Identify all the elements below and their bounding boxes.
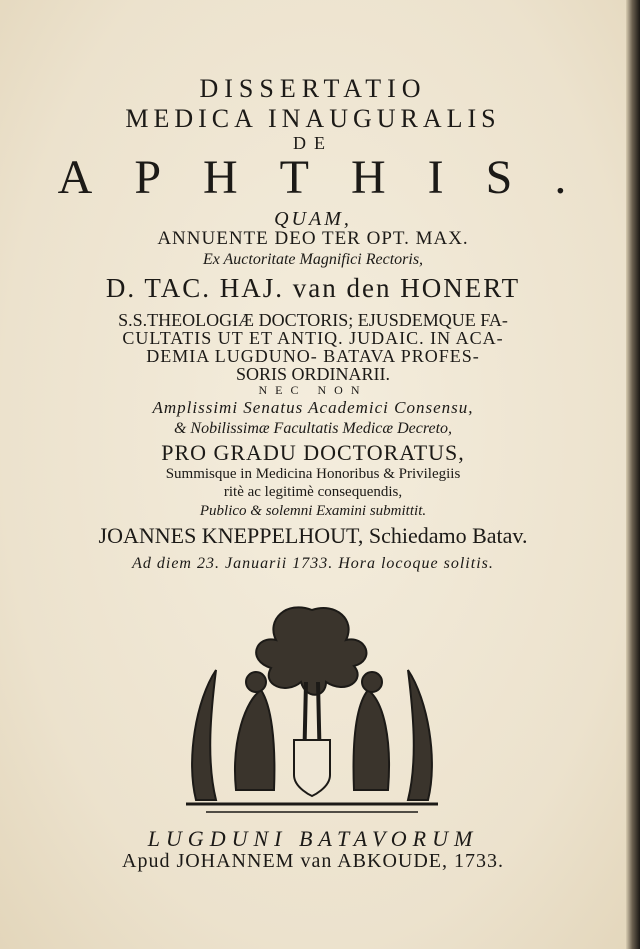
- senatus-line: Amplissimi Senatus Academici Consensu,: [152, 398, 474, 417]
- auctoritate-line: Ex Auctoritate Magnifici Rectoris,: [202, 251, 424, 268]
- rector-title-2: CULTATIS UT ET ANTIQ. JUDAIC. IN ACA-: [122, 328, 504, 348]
- pro-gradu-line: PRO GRADU DOCTORATUS,: [161, 440, 465, 465]
- main-title: APHTHIS.: [57, 151, 609, 204]
- page-edge-shadow: [626, 0, 640, 949]
- rector-title-4: SORIS ORDINARII.: [235, 364, 390, 384]
- summis-line: Summisque in Medicina Honoribus & Privilegiis: [165, 466, 461, 482]
- author-line: JOANNES KNEPPELHOUT, Schiedamo Batav.: [98, 523, 528, 548]
- imprint-publisher: Apud JOHANNEM van ABKOUDE, 1733.: [122, 850, 504, 872]
- printers-device-vignette: [176, 590, 448, 822]
- date-line: Ad diem 23. Januarii 1733. Hora locoque solitis.: [132, 555, 494, 572]
- imprint-city: LUGDUNI BATAVORUM: [147, 826, 479, 851]
- quam-line: QUAM,: [274, 208, 352, 230]
- rector-name: D. TAC. HAJ. van den HONERT: [105, 273, 521, 303]
- publico-line: Publico & solemni Examini submittit.: [199, 503, 427, 519]
- rector-title-3: DEMIA LUGDUNO- BATAVA PROFES-: [146, 346, 480, 366]
- nec-non: NEC NON: [258, 383, 368, 397]
- title-line-3: DE: [293, 133, 333, 153]
- annuente-line: ANNUENTE DEO TER OPT. MAX.: [157, 228, 469, 249]
- facultatis-line: & Nobilissimæ Facultatis Medicæ Decreto,: [173, 420, 453, 437]
- rite-line: ritè ac legitimè consequendis,: [223, 484, 403, 500]
- title-line-2: MEDICA INAUGURALIS: [125, 104, 501, 133]
- rector-title-1: S.S.THEOLOGIÆ DOCTORIS; EJUSDEMQUE FA-: [118, 310, 508, 330]
- title-line-1: DISSERTATIO: [199, 74, 427, 103]
